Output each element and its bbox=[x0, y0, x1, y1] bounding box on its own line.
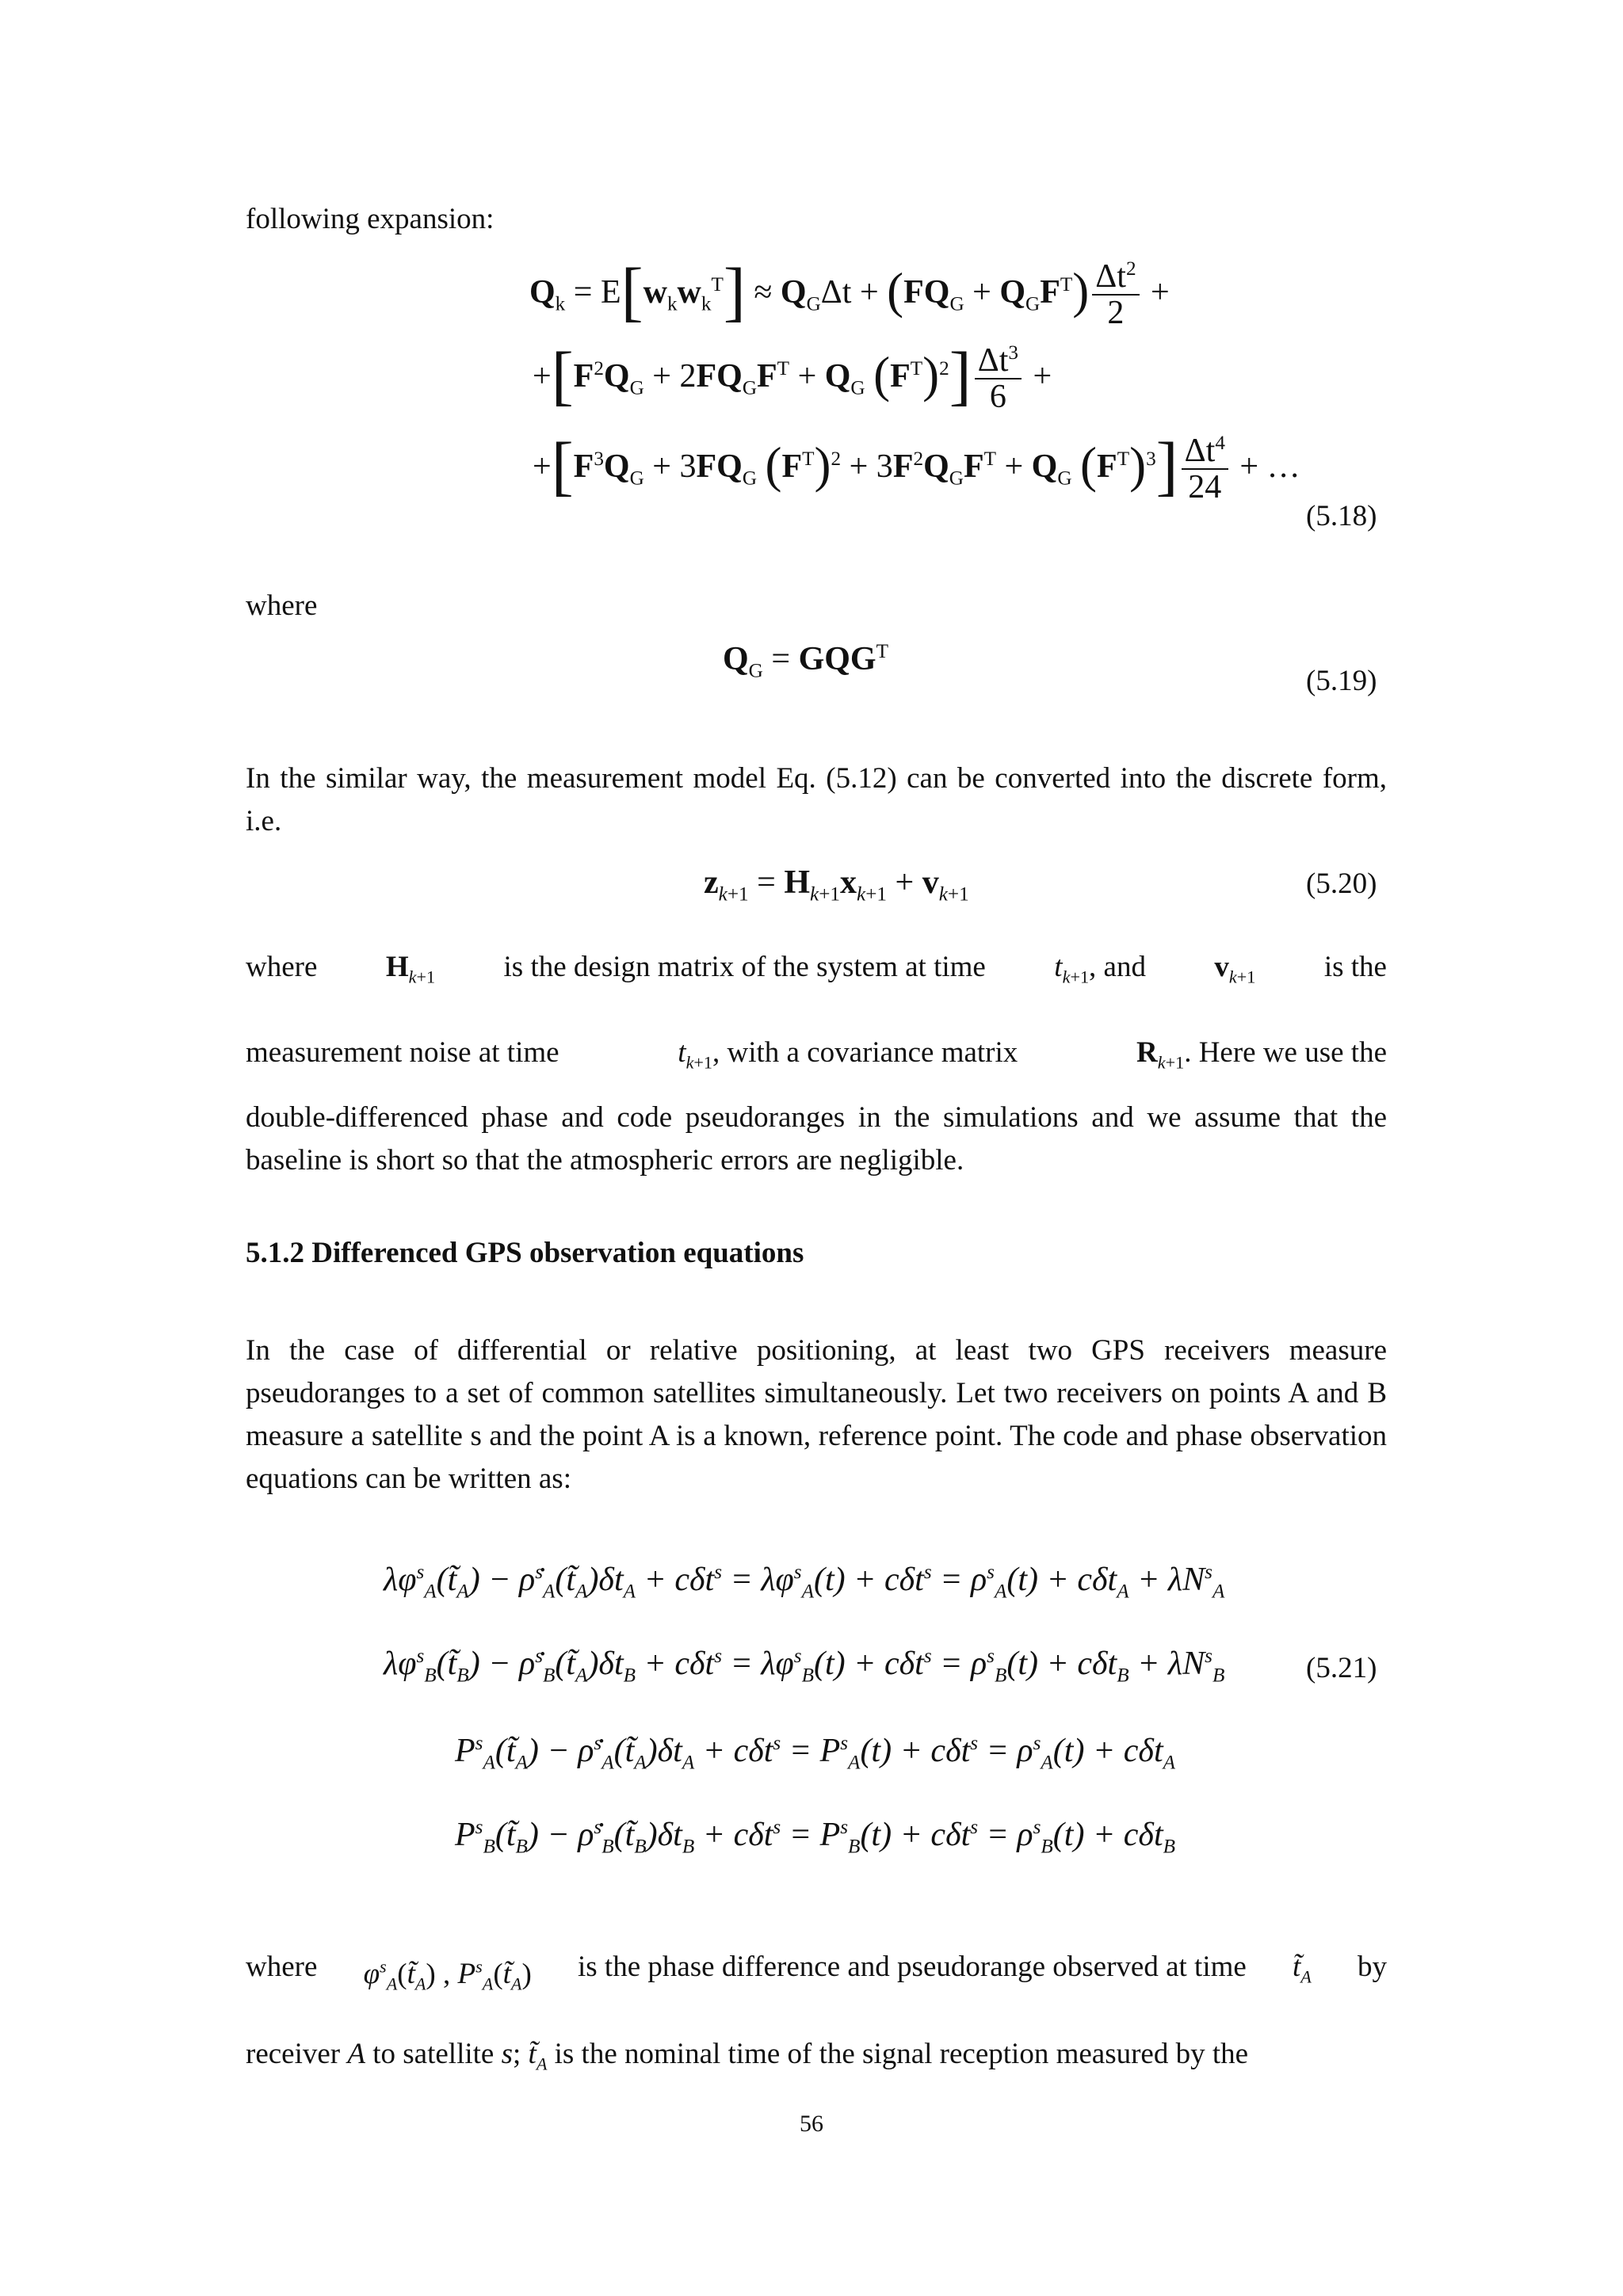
equation-5-18-line-2: $+[F^2Q_G + 2FQ_GF^T + Q_G$ $(F^T)^2$] $\frac{\Delta t^3}{6}$ + bbox=[533, 339, 1052, 416]
measurement-noise-line: measurement noise at time $t_{k+1}$, with a covariance matrix $R_{k+1}$. Here we use the bbox=[246, 1036, 1387, 1073]
page-number: 56 bbox=[800, 2111, 823, 2137]
where-text-1: where bbox=[246, 589, 318, 622]
paragraph-differential-positioning: In the case of differential or relative positioning, at least two GPS receivers measure pseudoranges to a set of common satellites simultaneously. Let two receivers on points A and B measure a satellite s and the point A is a known, reference point. The code and phase observation equations can be written as: bbox=[246, 1334, 1387, 1495]
equation-5-19: $Q_G = GQG^T$ bbox=[723, 641, 888, 682]
paragraph-double-differenced: double-differenced phase and code pseudoranges in the simulations and we assume that the baseline is short so that the atmospheric errors are negligible. bbox=[246, 1101, 1387, 1177]
where-phase-line: where $\varphi^s_A(t̃_A)$ , $P^s_A(t̃_A)$ is the phase difference and pseudorange observed at time $t̃_A$ by bbox=[246, 1951, 1387, 1994]
section-heading: 5.1.2 Differenced GPS observation equations bbox=[246, 1237, 804, 1269]
equation-number-5-18: (5.18) bbox=[1306, 500, 1377, 532]
equation-5-18-line-3: $+[F^3Q_G + 3FQ_G$ $(F^T)^2 + 3F^2Q_GF^T + Q_G$ $(F^T)^3$] $\frac{\Delta t^4}{24}$ + … bbox=[533, 429, 1300, 506]
equation-5-18-line-1: $Q_k = E[w_kw_k^T] \approx Q_G\Delta t + (FQ_G + Q_GF^T)$ $\frac{\Delta t^2}{2}$ + bbox=[529, 255, 1170, 332]
equation-number-5-20: (5.20) bbox=[1306, 868, 1377, 900]
equation-5-21-line-1: $\lambda\varphi^s_A(t̃_A)$ − $\rhȯ^s_A(t̃_A)\delta t_A + c\delta t^s = \lambda\varphi^s_A(t) + c\delta t^s = \rho^s_A(t) + c\delta t_A + \lambda N^s_A$ bbox=[384, 1562, 1225, 1603]
equation-5-21-line-3: $P^s_A(t̃_A)$ − $\rhȯ^s_A(t̃_A)\delta t_A + c\delta t^s = P^s_A(t) + c\delta t^s = \rho^s_A(t) + c\delta t_A$ bbox=[455, 1733, 1176, 1774]
where-design-matrix-line: where $H_{k+1}$ is the design matrix of the system at time $t_{k+1}$, and $v_{k+1}$ is the bbox=[246, 951, 1387, 987]
intro-text: following expansion: bbox=[246, 203, 495, 235]
equation-number-5-19: (5.19) bbox=[1306, 665, 1377, 697]
receiver-line: receiver A to satellite s; $t̃_A$ is the nominal time of the signal reception measured by the bbox=[246, 2038, 1249, 2074]
equation-5-21-line-4: $P^s_B(t̃_B)$ − $\rhȯ^s_B(t̃_B)\delta t_B + c\delta t^s = P^s_B(t) + c\delta t^s = \rho^s_B(t) + c\delta t_B$ bbox=[455, 1817, 1176, 1858]
equation-5-20: $z_{k+1} = H_{k+1}x_{k+1} + v_{k+1}$ bbox=[704, 864, 969, 906]
paragraph-similar-way: In the similar way, the measurement model Eq. (5.12) can be converted into the discrete form, i.e. bbox=[246, 762, 1387, 837]
equation-number-5-21: (5.21) bbox=[1306, 1652, 1377, 1684]
equation-5-21-line-2: $\lambda\varphi^s_B(t̃_B)$ − $\rhȯ^s_B(t̃_A)\delta t_B + c\delta t^s = \lambda\varphi^s_B(t) + c\delta t^s = \rho^s_B(t) + c\delta t_B + \lambda N^s_B$ bbox=[384, 1646, 1225, 1687]
